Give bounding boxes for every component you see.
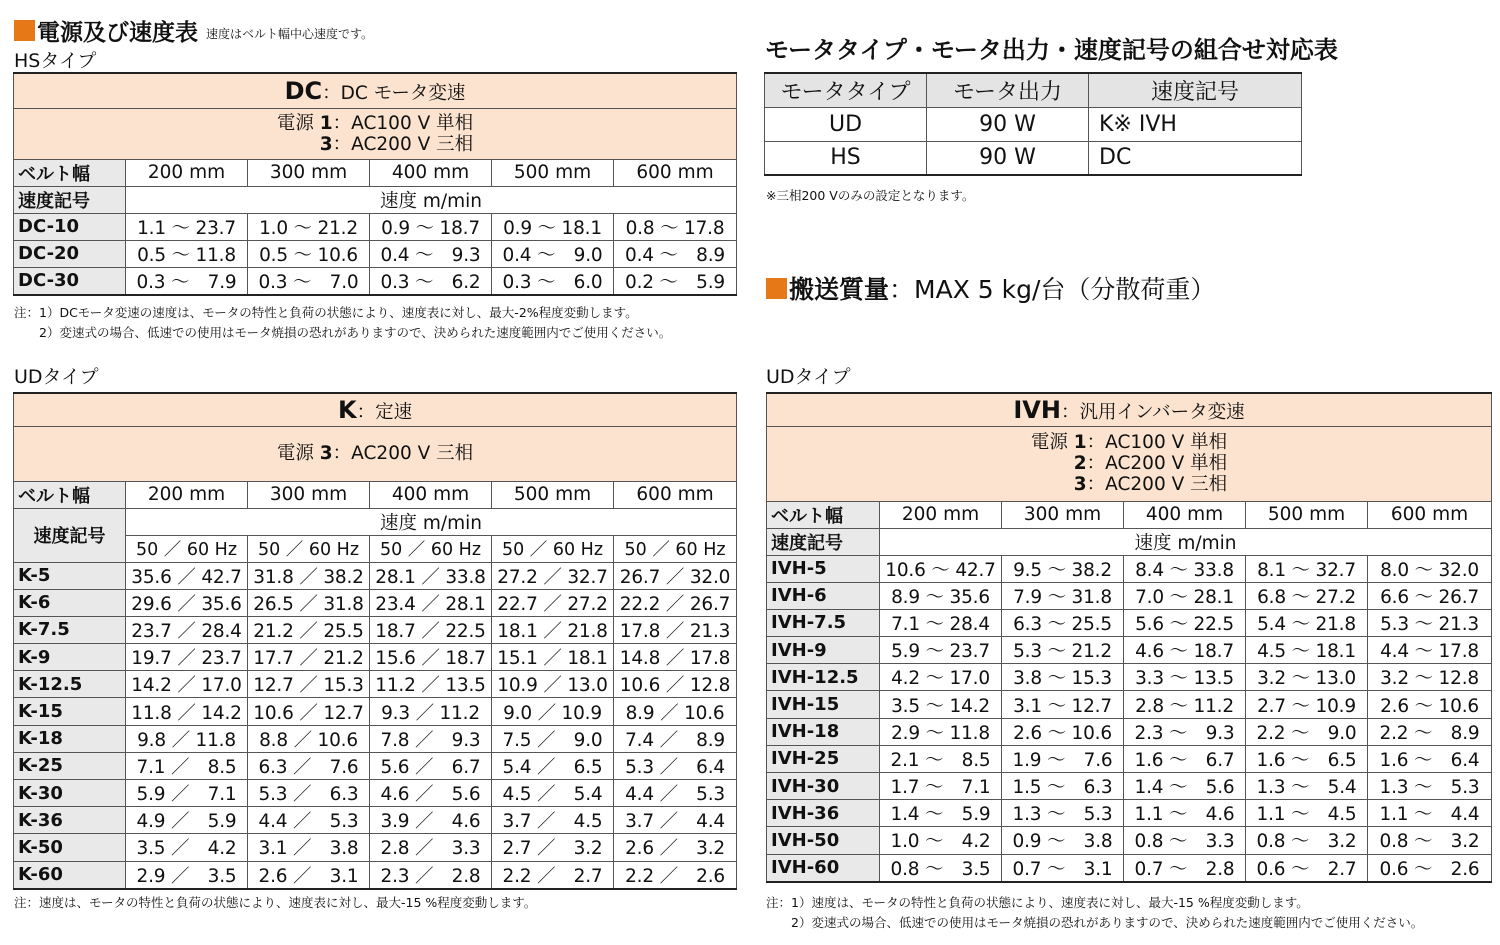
speed-value: 2.8 ／ 3.3 bbox=[370, 834, 492, 861]
speed-value: 3.7 ／ 4.5 bbox=[492, 807, 614, 834]
speed-value: 0.3 ～ 7.0 bbox=[248, 267, 370, 295]
speed-value: 10.6 ／ 12.8 bbox=[614, 671, 737, 698]
speed-value: 28.1 ／ 33.8 bbox=[370, 562, 492, 589]
row-code: K-25 bbox=[14, 752, 126, 779]
ivh-table-title bbox=[767, 393, 1492, 426]
speed-value: 2.7 ～ 10.9 bbox=[1246, 691, 1368, 718]
hz-header: 50 ／ 60 Hz bbox=[370, 535, 492, 562]
speed-code-label: 速度記号 bbox=[14, 186, 126, 213]
speed-value: 26.5 ／ 31.8 bbox=[248, 589, 370, 616]
ud-type-label-right: UDタイプ bbox=[766, 366, 851, 388]
speed-value: 2.6 ～ 10.6 bbox=[1368, 691, 1492, 718]
width-header: 500 mm bbox=[1246, 501, 1368, 528]
speed-value: 2.6 ／ 3.2 bbox=[614, 834, 737, 861]
speed-value: 4.4 ～ 17.8 bbox=[1368, 637, 1492, 664]
k-note: 注：速度は、モータの特性と負荷の状態により、速度表に対し、最大-15 %程度変動します。 bbox=[14, 895, 537, 910]
speed-value: 10.6 ～ 42.7 bbox=[880, 555, 1002, 582]
combo-header: モータ出力 bbox=[927, 73, 1089, 107]
section-title bbox=[14, 14, 373, 47]
width-header: 500 mm bbox=[492, 159, 614, 186]
row-code: IVH-36 bbox=[767, 800, 880, 827]
hz-header: 50 ／ 60 Hz bbox=[248, 535, 370, 562]
speed-value: 3.7 ／ 4.4 bbox=[614, 807, 737, 834]
width-header: 600 mm bbox=[614, 159, 737, 186]
width-header: 200 mm bbox=[880, 501, 1002, 528]
table-row bbox=[14, 780, 737, 807]
speed-value: 9.0 ／ 10.9 bbox=[492, 698, 614, 725]
row-code: DC-10 bbox=[14, 213, 126, 240]
row-code: K-36 bbox=[14, 807, 126, 834]
combo-note: ※三相200 Vのみの設定となります。 bbox=[766, 188, 975, 203]
power-num: 3 bbox=[319, 133, 333, 155]
speed-value: 10.9 ／ 13.0 bbox=[492, 671, 614, 698]
dc-table-title bbox=[14, 73, 737, 108]
speed-unit: 速度 m/min bbox=[880, 528, 1492, 555]
k-power-cell bbox=[14, 426, 737, 481]
table-row bbox=[767, 773, 1492, 800]
belt-width-label: ベルト幅 bbox=[14, 481, 126, 508]
k-table-title bbox=[14, 393, 737, 426]
speed-value: 2.6 ／ 3.1 bbox=[248, 861, 370, 889]
dc-title-rest: ：DC モータ変速 bbox=[322, 82, 466, 104]
speed-value: 1.3 ～ 5.3 bbox=[1002, 800, 1124, 827]
speed-value: 0.3 ～ 6.2 bbox=[370, 267, 492, 295]
combo-cell: K※ IVH bbox=[1089, 107, 1302, 141]
table-row bbox=[14, 267, 737, 295]
speed-value: 1.0 ～ 4.2 bbox=[880, 827, 1002, 854]
speed-value: 11.8 ／ 14.2 bbox=[126, 698, 248, 725]
speed-value: 6.3 ～ 25.5 bbox=[1002, 609, 1124, 636]
row-code: K-30 bbox=[14, 780, 126, 807]
speed-value: 1.0 ～ 21.2 bbox=[248, 213, 370, 240]
speed-value: 2.6 ～ 10.6 bbox=[1002, 718, 1124, 745]
speed-value: 0.4 ～ 9.3 bbox=[370, 240, 492, 267]
row-code: K-60 bbox=[14, 861, 126, 889]
speed-value: 0.7 ～ 3.1 bbox=[1002, 854, 1124, 882]
speed-value: 0.6 ～ 2.7 bbox=[1246, 854, 1368, 882]
speed-value: 2.1 ～ 8.5 bbox=[880, 745, 1002, 772]
row-code: IVH-50 bbox=[767, 827, 880, 854]
row-code: IVH-9 bbox=[767, 637, 880, 664]
speed-value: 2.2 ／ 2.7 bbox=[492, 861, 614, 889]
speed-value: 8.9 ～ 35.6 bbox=[880, 582, 1002, 609]
speed-value: 10.6 ／ 12.7 bbox=[248, 698, 370, 725]
speed-value: 26.7 ／ 32.0 bbox=[614, 562, 737, 589]
speed-value: 2.3 ／ 2.8 bbox=[370, 861, 492, 889]
speed-value: 12.7 ／ 15.3 bbox=[248, 671, 370, 698]
speed-value: 3.1 ～ 12.7 bbox=[1002, 691, 1124, 718]
combo-title: モータタイプ・モータ出力・速度記号の組合せ対応表 bbox=[765, 36, 1338, 64]
row-code: IVH-6 bbox=[767, 582, 880, 609]
row-code: K-7.5 bbox=[14, 616, 126, 643]
power-text: ：AC200 V 単相 bbox=[1086, 453, 1228, 474]
orange-square-icon bbox=[766, 278, 787, 299]
speed-value: 17.7 ／ 21.2 bbox=[248, 644, 370, 671]
speed-value: 15.6 ／ 18.7 bbox=[370, 644, 492, 671]
power-label: 電源 bbox=[1030, 432, 1068, 453]
table-row bbox=[14, 562, 737, 589]
speed-value: 14.8 ／ 17.8 bbox=[614, 644, 737, 671]
belt-width-label: ベルト幅 bbox=[767, 501, 880, 528]
row-code: IVH-15 bbox=[767, 691, 880, 718]
width-header: 200 mm bbox=[126, 159, 248, 186]
speed-value: 3.8 ～ 15.3 bbox=[1002, 664, 1124, 691]
speed-value: 5.9 ／ 7.1 bbox=[126, 780, 248, 807]
speed-value: 5.3 ／ 6.3 bbox=[248, 780, 370, 807]
combo-table bbox=[764, 72, 1302, 176]
power-num: 1 bbox=[1073, 432, 1087, 453]
speed-value: 0.5 ～ 11.8 bbox=[126, 240, 248, 267]
table-row bbox=[767, 664, 1492, 691]
speed-value: 5.3 ～ 21.2 bbox=[1002, 637, 1124, 664]
power-num: 3 bbox=[319, 443, 333, 464]
combo-header: モータタイプ bbox=[765, 73, 927, 107]
speed-value: 1.6 ～ 6.7 bbox=[1124, 745, 1246, 772]
section-title-text: 電源及び速度表 bbox=[37, 20, 198, 46]
table-row bbox=[14, 752, 737, 779]
speed-value: 14.2 ／ 17.0 bbox=[126, 671, 248, 698]
payload-label: 搬送質量 bbox=[789, 275, 890, 304]
speed-code-label: 速度記号 bbox=[767, 528, 880, 555]
speed-value: 1.4 ～ 5.9 bbox=[880, 800, 1002, 827]
speed-value: 7.0 ～ 28.1 bbox=[1124, 582, 1246, 609]
speed-value: 2.8 ～ 11.2 bbox=[1124, 691, 1246, 718]
table-row bbox=[767, 800, 1492, 827]
width-header: 600 mm bbox=[1368, 501, 1492, 528]
width-header: 500 mm bbox=[492, 481, 614, 508]
speed-value: 18.1 ／ 21.8 bbox=[492, 616, 614, 643]
speed-value: 35.6 ／ 42.7 bbox=[126, 562, 248, 589]
k-code: K bbox=[337, 395, 357, 424]
note-line: 2）変速式の場合、低速での使用はモータ焼損の恐れがありますので、決められた速度範囲内でご使用ください。 bbox=[766, 915, 1424, 930]
speed-value: 8.0 ～ 32.0 bbox=[1368, 555, 1492, 582]
note-line: 注：1）DCモータ変速の速度は、モータの特性と負荷の状態により、速度表に対し、最大-2%程度変動します。 bbox=[14, 305, 638, 320]
power-text: ：AC200 V 三相 bbox=[1086, 474, 1228, 495]
speed-value: 3.2 ～ 13.0 bbox=[1246, 664, 1368, 691]
table-row bbox=[14, 589, 737, 616]
speed-value: 0.4 ～ 9.0 bbox=[492, 240, 614, 267]
power-text: ：AC200 V 三相 bbox=[332, 443, 474, 464]
speed-value: 0.8 ～ 3.3 bbox=[1124, 827, 1246, 854]
row-code: DC-20 bbox=[14, 240, 126, 267]
row-code: IVH-12.5 bbox=[767, 664, 880, 691]
speed-value: 5.3 ／ 6.4 bbox=[614, 752, 737, 779]
speed-value: 9.3 ／ 11.2 bbox=[370, 698, 492, 725]
power-num: 3 bbox=[1073, 474, 1087, 495]
speed-value: 22.7 ／ 27.2 bbox=[492, 589, 614, 616]
table-row bbox=[14, 807, 737, 834]
table-row bbox=[767, 637, 1492, 664]
speed-value: 1.4 ～ 5.6 bbox=[1124, 773, 1246, 800]
speed-value: 3.2 ～ 12.8 bbox=[1368, 664, 1492, 691]
width-header: 300 mm bbox=[248, 481, 370, 508]
table-row bbox=[767, 745, 1492, 772]
width-header: 400 mm bbox=[370, 159, 492, 186]
table-row bbox=[14, 240, 737, 267]
table-row bbox=[14, 616, 737, 643]
speed-value: 27.2 ／ 32.7 bbox=[492, 562, 614, 589]
speed-value: 1.1 ～ 4.6 bbox=[1124, 800, 1246, 827]
table-row bbox=[14, 671, 737, 698]
speed-value: 7.9 ～ 31.8 bbox=[1002, 582, 1124, 609]
speed-value: 5.3 ～ 21.3 bbox=[1368, 609, 1492, 636]
payload-line bbox=[766, 270, 1215, 306]
power-num: 1 bbox=[319, 112, 333, 134]
section-note: 速度はベルト幅中心速度です。 bbox=[206, 27, 374, 41]
ivh-notes bbox=[766, 893, 1423, 933]
row-code: K-5 bbox=[14, 562, 126, 589]
speed-value: 7.1 ／ 8.5 bbox=[126, 752, 248, 779]
power-label: 電源 bbox=[276, 112, 314, 134]
table-row bbox=[14, 698, 737, 725]
hz-header: 50 ／ 60 Hz bbox=[492, 535, 614, 562]
speed-value: 4.6 ／ 5.6 bbox=[370, 780, 492, 807]
speed-value: 0.3 ～ 7.9 bbox=[126, 267, 248, 295]
speed-value: 1.1 ～ 23.7 bbox=[126, 213, 248, 240]
speed-value: 0.8 ～ 3.2 bbox=[1246, 827, 1368, 854]
speed-value: 3.9 ／ 4.6 bbox=[370, 807, 492, 834]
speed-unit: 速度 m/min bbox=[126, 186, 737, 213]
hz-header: 50 ／ 60 Hz bbox=[126, 535, 248, 562]
power-num: 2 bbox=[1073, 453, 1087, 474]
speed-value: 6.8 ～ 27.2 bbox=[1246, 582, 1368, 609]
speed-unit: 速度 m/min bbox=[126, 508, 737, 535]
speed-value: 2.7 ／ 3.2 bbox=[492, 834, 614, 861]
speed-value: 1.6 ～ 6.5 bbox=[1246, 745, 1368, 772]
row-code: IVH-25 bbox=[767, 745, 880, 772]
speed-value: 7.5 ／ 9.0 bbox=[492, 725, 614, 752]
speed-value: 2.3 ～ 9.3 bbox=[1124, 718, 1246, 745]
speed-value: 4.5 ／ 5.4 bbox=[492, 780, 614, 807]
speed-value: 1.9 ～ 7.6 bbox=[1002, 745, 1124, 772]
speed-value: 0.3 ～ 6.0 bbox=[492, 267, 614, 295]
speed-value: 3.5 ／ 4.2 bbox=[126, 834, 248, 861]
row-code: K-12.5 bbox=[14, 671, 126, 698]
speed-value: 0.9 ～ 18.1 bbox=[492, 213, 614, 240]
table-row bbox=[765, 107, 1302, 141]
speed-value: 7.8 ／ 9.3 bbox=[370, 725, 492, 752]
power-text: ：AC200 V 三相 bbox=[332, 133, 474, 155]
dc-power-cell bbox=[14, 108, 737, 159]
ivh-title-rest: ：汎用インバータ変速 bbox=[1060, 401, 1245, 423]
table-row bbox=[14, 861, 737, 889]
speed-value: 0.6 ～ 2.6 bbox=[1368, 854, 1492, 882]
speed-value: 5.9 ～ 23.7 bbox=[880, 637, 1002, 664]
speed-value: 4.5 ～ 18.1 bbox=[1246, 637, 1368, 664]
table-row bbox=[767, 854, 1492, 882]
width-header: 400 mm bbox=[370, 481, 492, 508]
table-row bbox=[767, 827, 1492, 854]
speed-value: 3.1 ／ 3.8 bbox=[248, 834, 370, 861]
combo-cell: HS bbox=[765, 141, 927, 175]
combo-cell: 90 W bbox=[927, 107, 1089, 141]
row-code: IVH-18 bbox=[767, 718, 880, 745]
speed-value: 2.2 ／ 2.6 bbox=[614, 861, 737, 889]
table-row bbox=[14, 834, 737, 861]
speed-value: 0.8 ～ 17.8 bbox=[614, 213, 737, 240]
row-code: DC-30 bbox=[14, 267, 126, 295]
width-header: 200 mm bbox=[126, 481, 248, 508]
ivh-power-cell bbox=[767, 426, 1492, 501]
speed-value: 5.6 ／ 6.7 bbox=[370, 752, 492, 779]
table-row bbox=[765, 141, 1302, 175]
ivh-code: IVH bbox=[1013, 395, 1061, 424]
row-code: K-50 bbox=[14, 834, 126, 861]
speed-value: 1.5 ～ 6.3 bbox=[1002, 773, 1124, 800]
table-row bbox=[767, 718, 1492, 745]
speed-value: 0.9 ～ 3.8 bbox=[1002, 827, 1124, 854]
speed-value: 8.8 ／ 10.6 bbox=[248, 725, 370, 752]
speed-value: 4.6 ～ 18.7 bbox=[1124, 637, 1246, 664]
row-code: IVH-5 bbox=[767, 555, 880, 582]
speed-value: 0.4 ～ 8.9 bbox=[614, 240, 737, 267]
speed-value: 1.3 ～ 5.4 bbox=[1246, 773, 1368, 800]
k-speed-table bbox=[13, 392, 737, 890]
combo-cell: DC bbox=[1089, 141, 1302, 175]
speed-value: 4.4 ／ 5.3 bbox=[614, 780, 737, 807]
width-header: 300 mm bbox=[248, 159, 370, 186]
speed-value: 9.8 ／ 11.8 bbox=[126, 725, 248, 752]
speed-value: 3.3 ～ 13.5 bbox=[1124, 664, 1246, 691]
speed-value: 8.1 ～ 32.7 bbox=[1246, 555, 1368, 582]
speed-value: 0.2 ～ 5.9 bbox=[614, 267, 737, 295]
table-row bbox=[14, 725, 737, 752]
combo-cell: UD bbox=[765, 107, 927, 141]
row-code: K-9 bbox=[14, 644, 126, 671]
speed-value: 1.3 ～ 5.3 bbox=[1368, 773, 1492, 800]
payload-value: ：MAX 5 kg/台（分散荷重） bbox=[889, 275, 1216, 304]
hs-type-label: HSタイプ bbox=[14, 50, 97, 72]
speed-value: 6.6 ～ 26.7 bbox=[1368, 582, 1492, 609]
width-header: 400 mm bbox=[1124, 501, 1246, 528]
speed-value: 4.2 ～ 17.0 bbox=[880, 664, 1002, 691]
speed-value: 0.7 ～ 2.8 bbox=[1124, 854, 1246, 882]
table-row bbox=[767, 555, 1492, 582]
speed-value: 5.6 ～ 22.5 bbox=[1124, 609, 1246, 636]
orange-square-icon bbox=[14, 20, 35, 41]
speed-value: 18.7 ／ 22.5 bbox=[370, 616, 492, 643]
speed-value: 7.1 ～ 28.4 bbox=[880, 609, 1002, 636]
row-code: IVH-60 bbox=[767, 854, 880, 882]
speed-value: 1.7 ～ 7.1 bbox=[880, 773, 1002, 800]
speed-value: 29.6 ／ 35.6 bbox=[126, 589, 248, 616]
k-title-rest: ：定速 bbox=[356, 401, 413, 423]
speed-value: 9.5 ～ 38.2 bbox=[1002, 555, 1124, 582]
speed-value: 23.4 ／ 28.1 bbox=[370, 589, 492, 616]
speed-value: 2.9 ～ 11.8 bbox=[880, 718, 1002, 745]
dc-speed-table bbox=[13, 72, 737, 296]
speed-value: 2.2 ～ 9.0 bbox=[1246, 718, 1368, 745]
speed-value: 8.9 ／ 10.6 bbox=[614, 698, 737, 725]
speed-value: 15.1 ／ 18.1 bbox=[492, 644, 614, 671]
table-row bbox=[767, 582, 1492, 609]
dc-notes bbox=[14, 303, 671, 343]
speed-value: 1.1 ～ 4.4 bbox=[1368, 800, 1492, 827]
row-code: IVH-30 bbox=[767, 773, 880, 800]
power-text: ：AC100 V 単相 bbox=[332, 112, 474, 134]
table-row bbox=[14, 644, 737, 671]
table-row bbox=[767, 609, 1492, 636]
speed-value: 0.5 ～ 10.6 bbox=[248, 240, 370, 267]
note-line: 注：1）速度は、モータの特性と負荷の状態により、速度表に対し、最大-15 %程度変動します。 bbox=[766, 895, 1309, 910]
speed-value: 1.1 ～ 4.5 bbox=[1246, 800, 1368, 827]
speed-value: 6.3 ／ 7.6 bbox=[248, 752, 370, 779]
belt-width-label: ベルト幅 bbox=[14, 159, 126, 186]
speed-value: 17.8 ／ 21.3 bbox=[614, 616, 737, 643]
hz-header: 50 ／ 60 Hz bbox=[614, 535, 737, 562]
speed-value: 4.9 ／ 5.9 bbox=[126, 807, 248, 834]
speed-value: 21.2 ／ 25.5 bbox=[248, 616, 370, 643]
speed-value: 0.9 ～ 18.7 bbox=[370, 213, 492, 240]
combo-header: 速度記号 bbox=[1089, 73, 1302, 107]
ud-type-label: UDタイプ bbox=[14, 366, 99, 388]
power-label: 電源 bbox=[276, 443, 314, 464]
speed-value: 19.7 ／ 23.7 bbox=[126, 644, 248, 671]
speed-value: 11.2 ／ 13.5 bbox=[370, 671, 492, 698]
ivh-speed-table bbox=[766, 392, 1492, 883]
width-header: 300 mm bbox=[1002, 501, 1124, 528]
combo-cell: 90 W bbox=[927, 141, 1089, 175]
speed-value: 23.7 ／ 28.4 bbox=[126, 616, 248, 643]
row-code: K-6 bbox=[14, 589, 126, 616]
speed-value: 7.4 ／ 8.9 bbox=[614, 725, 737, 752]
speed-value: 22.2 ／ 26.7 bbox=[614, 589, 737, 616]
speed-value: 3.5 ～ 14.2 bbox=[880, 691, 1002, 718]
speed-value: 5.4 ～ 21.8 bbox=[1246, 609, 1368, 636]
speed-value: 1.6 ～ 6.4 bbox=[1368, 745, 1492, 772]
speed-value: 31.8 ／ 38.2 bbox=[248, 562, 370, 589]
row-code: IVH-7.5 bbox=[767, 609, 880, 636]
speed-value: 2.2 ～ 8.9 bbox=[1368, 718, 1492, 745]
speed-value: 0.8 ～ 3.2 bbox=[1368, 827, 1492, 854]
note-line: 2）変速式の場合、低速での使用はモータ焼損の恐れがありますので、決められた速度範囲内でご使用ください。 bbox=[14, 325, 672, 340]
table-row bbox=[14, 213, 737, 240]
table-row bbox=[767, 691, 1492, 718]
width-header: 600 mm bbox=[614, 481, 737, 508]
speed-value: 5.4 ／ 6.5 bbox=[492, 752, 614, 779]
dc-code: DC bbox=[284, 76, 323, 105]
speed-value: 4.4 ／ 5.3 bbox=[248, 807, 370, 834]
speed-code-label: 速度記号 bbox=[14, 508, 126, 562]
row-code: K-15 bbox=[14, 698, 126, 725]
power-text: ：AC100 V 単相 bbox=[1086, 432, 1228, 453]
speed-value: 8.4 ～ 33.8 bbox=[1124, 555, 1246, 582]
speed-value: 0.8 ～ 3.5 bbox=[880, 854, 1002, 882]
speed-value: 2.9 ／ 3.5 bbox=[126, 861, 248, 889]
row-code: K-18 bbox=[14, 725, 126, 752]
